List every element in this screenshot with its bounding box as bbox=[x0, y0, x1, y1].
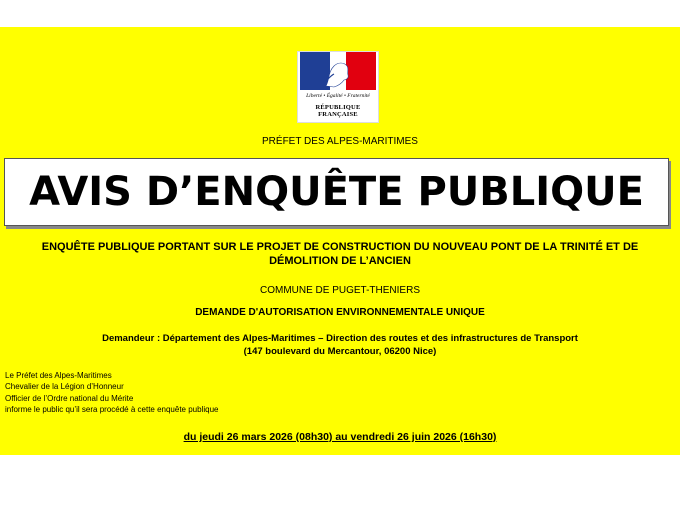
demande-text: DEMANDE D'AUTORISATION ENVIRONNEMENTALE UNIQUE bbox=[195, 307, 485, 318]
page-title: AVIS D’ENQUÊTE PUBLIQUE bbox=[29, 169, 644, 215]
enquiry-dates: du jeudi 26 mars 2026 (08h30) au vendredi 26 juin 2026 (16h30) bbox=[183, 431, 497, 443]
subject-line-1: ENQUÊTE PUBLIQUE PORTANT SUR LE PROJET DE CONSTRUCTION DU NOUVEAU PONT DE LA TRINITÉ ET DE bbox=[41, 241, 639, 253]
prefet-statement-line: informe le public qu’il sera procédé à cette enquête publique bbox=[5, 404, 219, 414]
logo-motto: Liberté • Égalité • Fraternité bbox=[306, 93, 370, 99]
marianne-profile-icon bbox=[320, 56, 354, 88]
republique-francaise-logo bbox=[298, 52, 378, 122]
prefet-statement bbox=[5, 370, 325, 415]
prefet-statement-line: Officier de l’Ordre national du Mérite bbox=[5, 393, 134, 403]
commune-text: COMMUNE DE PUGET-THENIERS bbox=[259, 285, 420, 296]
subject-line-2: DÉMOLITION DE L’ANCIEN bbox=[269, 255, 411, 267]
prefet-header: PRÉFET DES ALPES-MARITIMES bbox=[262, 136, 418, 147]
logo-republique-francaise: RÉPUBLIQUE FRANÇAISE bbox=[315, 104, 361, 118]
demandeur-line-2: (147 boulevard du Mercantour, 06200 Nice) bbox=[243, 346, 437, 357]
prefet-statement-line: Chevalier de la Légion d’Honneur bbox=[5, 382, 124, 392]
demandeur-line-1: Demandeur : Département des Alpes-Maritimes – Direction des routes et des infrastructures de Transport bbox=[102, 333, 578, 344]
prefet-statement-line: Le Préfet des Alpes-Maritimes bbox=[5, 371, 112, 380]
demandeur-text bbox=[40, 332, 640, 358]
subject-text bbox=[40, 240, 640, 268]
title-box bbox=[4, 158, 669, 226]
